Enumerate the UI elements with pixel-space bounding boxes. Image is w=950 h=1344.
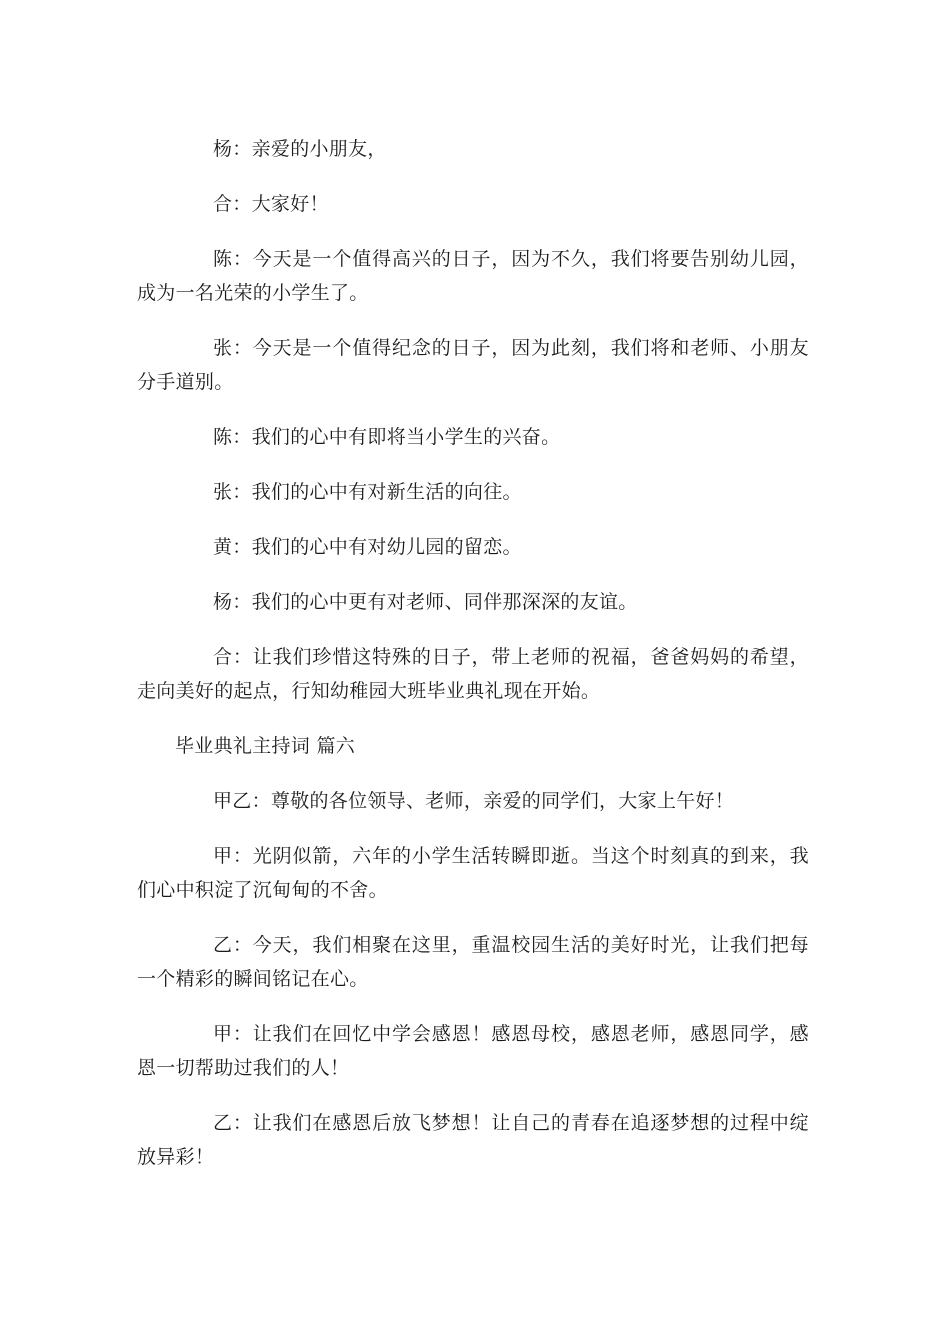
paragraph-he-ceremony-start: 合：让我们珍惜这特殊的日子，带上老师的祝福，爸爸妈妈的希望，走向美好的起点，行知幼稚园大班毕业典礼现在开始。 <box>137 646 809 702</box>
paragraph-he-hello: 合：大家好！ <box>213 193 329 215</box>
paragraph-zhang-memorable-day: 张：今天是一个值得纪念的日子，因为此刻，我们将和老师、小朋友分手道别。 <box>137 337 809 393</box>
paragraph-jia-time-flies: 甲：光阴似箭，六年的小学生活转瞬即逝。当这个时刻真的到来，我们心中积淀了沉甸甸的不舍。 <box>137 845 809 901</box>
section-heading: 毕业典礼主持词 篇六 <box>175 735 356 757</box>
paragraph-zhang-longing: 张：我们的心中有对新生活的向往。 <box>213 481 522 503</box>
paragraph-yang-friendship: 杨：我们的心中更有对老师、同伴那深深的友谊。 <box>213 591 638 613</box>
paragraph-chen-excitement: 陈：我们的心中有即将当小学生的兴奋。 <box>213 426 561 448</box>
paragraph-jiayi-greeting: 甲乙：尊敬的各位领导、老师，亲爱的同学们，大家上午好！ <box>213 790 735 812</box>
paragraph-yang-greeting: 杨：亲爱的小朋友， <box>213 138 387 160</box>
paragraph-yi-dreams: 乙：让我们在感恩后放飞梦想！让自己的青春在追逐梦想的过程中绽放异彩！ <box>137 1112 809 1168</box>
paragraph-jia-gratitude: 甲：让我们在回忆中学会感恩！感恩母校，感恩老师，感恩同学，感恩一切帮助过我们的人！ <box>137 1023 809 1079</box>
paragraph-yi-gather: 乙：今天，我们相聚在这里，重温校园生活的美好时光，让我们把每一个精彩的瞬间铭记在心。 <box>137 934 809 990</box>
paragraph-huang-attachment: 黄：我们的心中有对幼儿园的留恋。 <box>213 536 522 558</box>
document-page <box>137 132 809 1195</box>
paragraph-chen-happy-day: 陈：今天是一个值得高兴的日子，因为不久，我们将要告别幼儿园，成为一名光荣的小学生了。 <box>137 248 809 304</box>
